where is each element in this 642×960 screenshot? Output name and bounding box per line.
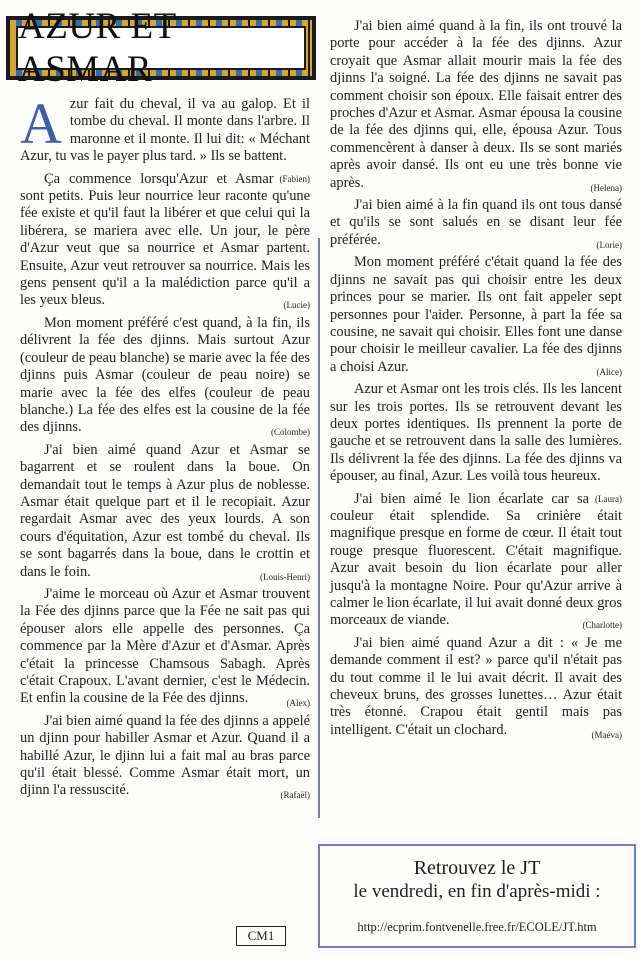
paragraph-text: Azur et Asmar ont les trois clés. Ils les lancent sur les trois portes. Ils se retrouvent devant les deux portes identiques. Ils prennent la porte de gauche et se retrouvent dans la salle des lumières. Ils délivrent la fée des djinns. La fée des djinns va épouser, au final, Azur. Les voilà tous heureux. [330,381,622,485]
paragraph-text: J'ai bien aimé quand Azur et Asmar se bagarrent et se roulent dans la boue. On demandait tout le temps à Azur plus de noblesse. Asmar était quelque part et il le recopiait. Azur regardait Asmar avec des yeux lourds. A son cours d'équitation, Azur est tombé du cheval. Ils se sont bagarrés dans la boue, dans le crottin et dans le foin. [20,441,310,580]
paragraph [330,197,622,249]
promo-url-link[interactable]: http://ecprim.fontvenelle.free.fr/ECOLE/JT.htm [357,920,597,934]
promo-box [318,844,636,948]
paragraph-author: (Lucie) [283,300,310,311]
paragraph-text: Ça commence lorsqu'Azur et Asmar sont petits. Puis leur nourrice leur raconte qu'une fée existe et qu'il faut la libérer et que celui qui la libérera, se mariera avec elle. Un jour, le père d'Azur veut que sa nourrice et Asmar partent. Ensuite, Azur veut retrouver sa nourrice. Mais les gens pensent qu'il a la malédiction parce qu'il a les yeux bleus. [20,170,310,309]
paragraph-text: zur fait du cheval, il va au galop. Et il tombe du cheval. Il monte dans l'arbre. Il maronne et il monte. Il lui dit: « Méchant Azur, tu vas le payer plus tard. » Ils se battent. [20,96,310,165]
paragraph-author: (Rafaël) [280,790,310,801]
paragraph-author: (Alice) [596,366,622,377]
paragraph-author: (Charlotte) [582,620,622,631]
paragraph-text: J'ai bien aimé quand à la fin, ils ont trouvé la porte pour accéder à la fée des djinns. Azur croyait que Asmar allait mourir mais la fée des djinns l'a soigné. La fée des djinns ne savait pas comment choisir son époux. Elle faisait entrer des proches d'Azur et Asmar. Asmar épousa la cousine de la fée des djinns qui, elle, épousa Azur. Tous commencèrent à danser à deux. Ils se sont mariés après avoir dansé. Ils ont eu une très bonne vie après. [330,18,622,191]
paragraph-text: J'ai bien aimé quand la fée des djinns a appelé un djinn pour habiller Asmar et Azur. Quand il a habillé Azur, le djinn lui a fait mal au bras parce qu'il était blessé. Comme Asmar était mort, un djinn l'a ressuscité. [20,712,310,799]
paragraph-author: (Louis-Henri) [260,571,310,582]
paragraph [20,91,310,184]
paragraph-text: J'aime le morceau où Azur et Asmar trouvent la Fée des djinns parce que la Fée ne sait pas qui épouser alors elle appelle des personnes. Ça commence par la Mère d'Azur et d'Asmar. Après c'était la princesse Chamsous Sabagh. Après c'était Crapoux. L'avant dernier, c'est le Médecin. Et enfin la cousine de la Fée des djinns. [20,585,310,707]
paragraph [330,635,622,739]
paragraph-text: J'ai bien aimé à la fin quand ils ont tous dansé et qu'ils se sont salués en se disant leur fée préférée. [330,197,622,248]
left-column [20,91,310,805]
page-code-badge: CM1 [236,926,286,946]
paragraph-author: (Alex) [286,698,310,709]
drop-cap: A [20,91,62,156]
paragraph [330,254,622,376]
promo-line-2: le vendredi, en fin d'après-midi : [353,881,601,902]
paragraph [20,442,310,581]
paragraph-text: J'ai bien aimé le lion écarlate car sa couleur était splendide. Sa crinière était magnifique presque en forme de cœur. Il était tout rouge presque fluorescent. C'était magnifique. Azur avait besoin du lion écarlate pour aller jusqu'à la montagne Noire. Pour qu'Azur arrive à calmer le lion écarlate, il lui avait donné deux gros morceaux de viande. [330,490,622,629]
paragraph-text: Mon moment préféré c'est quand, à la fin, ils délivrent la fée des djinns. Mais surtout Azur (couleur de peau blanche) se marie avec la fée des djinns puis Asmar (couleur de peau noire) se marie avec la fée des elfes (couleur de peau blanche.) La fée des elfes est la cousine de la fée des djinns. [20,314,310,436]
paragraph [20,171,310,310]
paragraph [20,586,310,708]
paragraph-text: J'ai bien aimé quand Azur a dit : « Je me demande comment il est? » parce qu'il n'était pas du tout comme il le lui avait décrit. Il avait des cheveux bruns, des grosses lunettes… Azur était très étonné. Crapou était gentil mais pas intelligent. C'était un clochard. [330,634,622,738]
paragraph-author: (Colombe) [271,427,310,438]
column-divider [318,238,320,818]
title-banner [6,6,316,90]
paragraph-text: Mon moment préféré c'était quand la fée des djinns ne savait pas qui choisir entre les deux princes pour se marier. Ils ont fait appeler sept personnes pour l'aider. Personne, à part la fée sa cousine, ne savait qui choisir. Elles font une danse pour choisir le meilleur cavalier. La fée des djinns a choisi Azur. [330,254,622,375]
paragraph [330,18,622,192]
paragraph [20,713,310,800]
paragraph-author: (Fabien) [279,173,310,184]
paragraph-author: (Laura) [595,493,622,504]
paragraph [20,315,310,437]
paragraph-author: (Lorie) [596,239,622,250]
page-title: AZUR ET ASMAR [16,26,306,70]
paragraph [330,491,622,630]
right-column [330,18,622,744]
paragraph [330,381,622,504]
paragraph-author: (Maéva) [591,729,622,740]
promo-line-1: Retrouvez le JT [413,857,541,879]
paragraph-author: (Helena) [590,182,622,193]
